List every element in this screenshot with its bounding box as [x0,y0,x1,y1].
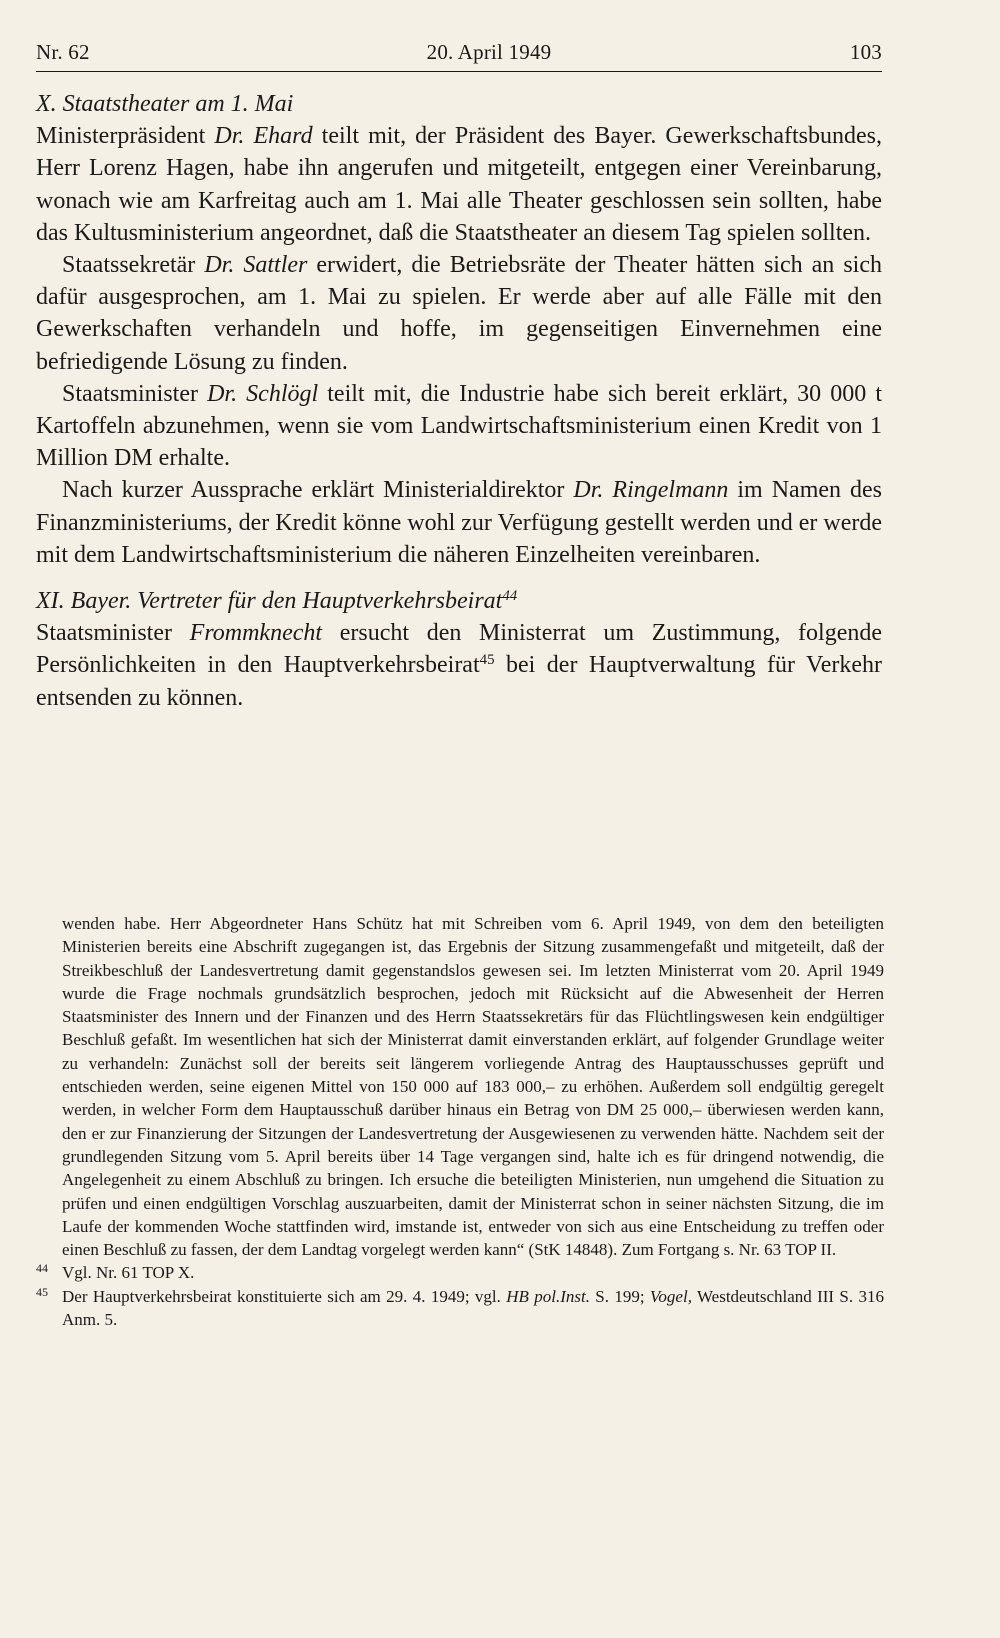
page [36,40,882,714]
footnote-45: 45 Der Hauptverkehrsbeirat konstituierte sich am 29. 4. 1949; vgl. HB pol.Inst. S. 199; Vogel, Westdeutschland III S. 316 Anm. 5. [62,1285,884,1332]
footnote-ref[interactable]: 44 [502,587,518,604]
footnote-mark: 44 [36,1261,48,1276]
section-heading-x: X. Staatstheater am 1. Mai [36,91,294,117]
paragraph: Staatsminister Dr. Schlögl teilt mit, die Industrie habe sich bereit erklärt, 30 000 t Kartoffeln abzunehmen, wenn sie vom Landwirtschaftsministerium einen Kredit von 1 Million DM erhalte. [36,380,883,472]
citation: Vogel, [649,1286,692,1306]
citation: HB pol.Inst. [506,1286,590,1306]
section-heading-xi: XI. Bayer. Vertreter für den Hauptverkehrsbeirat$^{44}$ [36,587,518,615]
document-number: Nr. 62 [36,40,90,64]
person-name: Dr. Sattler [204,252,308,279]
document-date: 20. April 1949 [426,40,552,64]
person-name: Dr. Schlögl [207,380,319,407]
footnote-mark: 45 [36,1284,48,1299]
person-name: Frommknecht [189,620,323,647]
paragraph: Ministerpräsident Dr. Ehard teilt mit, der Präsident des Bayer. Gewerkschaftsbundes, Herr Lorenz Hagen, habe ihn angerufen und mitgeteilt, entgegen einer Vereinbarung, wonach wie am Karfreitag auch am 1. Mai alle Theater geschlossen sein sollten, habe das Kultusministerium angeordnet, daß die Staatstheater an diesem Tag spielen sollten. [36,123,882,246]
footnote-44: 44 Vgl. Nr. 61 TOP X. [62,1261,884,1284]
footnotes [36,912,884,1331]
main-text [36,88,882,714]
running-header [36,40,882,72]
paragraph: Staatsminister Frommknecht ersucht den Ministerrat um Zustimmung, folgende Persönlichkeiten in den Hauptverkehrsbeirat$^{45}$ bei der Hauptverwaltung für Verkehr entsenden zu können. [36,620,883,711]
person-name: Dr. Ringelmann [573,477,729,504]
footnote-ref[interactable]: 45 [479,652,495,669]
paragraph: Staatssekretär Dr. Sattler erwidert, die Betriebsräte der Theater hätten sich an sich dafür ausgesprochen, am 1. Mai zu spielen. Er werde aber auf alle Fälle mit den Gewerkschaften verhandeln und hoffe, im gegenseitigen Einvernehmen eine befriedigende Lösung zu finden. [36,252,882,375]
footnote-continuation: wenden habe. Herr Abgeordneter Hans Schütz hat mit Schreiben vom 6. April 1949, von dem den beteiligten Ministerien bereits eine Abschrift zugegangen ist, das Ergebnis der Sitzung zusammengefaßt und mitgeteilt, daß der Streikbeschluß der Landesvertretung damit gegenstandslos gewesen sei. Im letzten Ministerrat vom 20. April 1949 wurde die Frage nochmals grundsätzlich besprochen, jedoch mit Rücksicht auf die Abwesenheit der Herren Staatsminister des Innern und der Finanzen und des Herrn Staatssekretärs für das Flüchtlingswesen kein endgültiger Beschluß gefaßt. Im wesentlichen hat sich der Ministerrat damit einverstanden erklärt, auf folgender Grundlage weiter zu verhandeln: Zunächst soll der bereits seit längerem vorliegende Antrag des Hauptausschusses geprüft und entschieden werden, seine eigenen Mittel von 150 000 auf 183 000,– zu erhöhen. Außerdem soll endgültig geregelt werden, in welcher Form dem Hauptausschuß darüber hinaus ein Betrag von DM 25 000,– überwiesen werden kann, den er zur Finanzierung der Sitzungen der Landesvertretung der Ausgewiesenen zu verwenden hätte. Nachdem seit der grundlegenden Sitzung vom 5. April bereits über 14 Tage vergangen sind, halte ich es für dringend notwendig, die Angelegenheit zu einem Abschluß zu bringen. Ich ersuche die beteiligten Ministerien, nun umgehend die Situation zu prüfen und einen endgültigen Vorschlag auszuarbeiten, damit der Ministerrat schon in seiner nächsten Sitzung, die im Laufe der kommenden Woche stattfinden wird, imstande ist, entweder von sich aus eine Entscheidung zu treffen oder einen Beschluß zu fassen, der dem Landtag vorgelegt werden kann“ (StK 14848). Zum Fortgang s. Nr. 63 TOP II. [62,914,884,1260]
paragraph: Nach kurzer Aussprache erklärt Ministerialdirektor Dr. Ringelmann im Namen des Finanzministeriums, der Kredit könne wohl zur Verfügung gestellt werden und er werde mit dem Landwirtschaftsministerium die näheren Einzelheiten vereinbaren. [36,477,882,568]
page-number: 103 [849,40,882,64]
person-name: Dr. Ehard [214,123,313,150]
